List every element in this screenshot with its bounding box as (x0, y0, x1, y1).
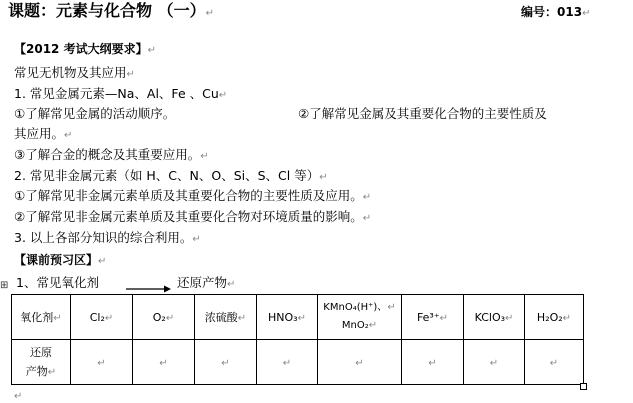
paragraph-mark-icon: ↵ (14, 391, 23, 402)
oxidant-label: 1、常见氧化剂 (16, 275, 99, 290)
paragraph-mark-icon: ↵ (192, 234, 201, 245)
paragraph-mark-icon: ↵ (147, 45, 156, 56)
table-cell[interactable]: Fe³⁺↵ (402, 295, 464, 340)
paragraph-mark-icon: ↵ (205, 8, 214, 19)
table-cell[interactable]: ↵ (195, 340, 257, 385)
table-row (12, 340, 584, 385)
text-line: ②了解常见金属及其重要化合物的主要性质及 (298, 106, 547, 121)
table-cell[interactable]: ↵ (402, 340, 464, 385)
paragraph-mark-icon: ↵ (227, 279, 236, 290)
paragraph-mark-icon: ↵ (64, 130, 73, 141)
table-cell[interactable]: ↵ (133, 340, 195, 385)
paragraph-mark-icon: ↵ (200, 151, 209, 162)
table-cell[interactable]: 浓硫酸↵ (195, 295, 257, 340)
table-cell[interactable]: 氧化剂↵ (12, 295, 71, 340)
text-line: 3. 以上各部分知识的综合利用。↵ (14, 230, 201, 245)
text-line: ②了解常见非金属元素单质及其重要化合物对环境质量的影响。↵ (14, 209, 372, 224)
paragraph-mark-icon: ↵ (582, 8, 591, 19)
document-number: 编号：013↵ (521, 5, 591, 19)
text-line: 其应用。↵ (14, 126, 73, 141)
paragraph-mark-icon: ↵ (98, 256, 107, 267)
paragraph-mark-icon: ↵ (126, 69, 135, 80)
page-title: 课题：元素与化合物 （一）↵ (8, 1, 214, 20)
paragraph-mark-icon: ↵ (362, 192, 372, 203)
text-line: ①了解常见金属的活动顺序。 (14, 106, 176, 121)
table-cell[interactable]: ↵ (71, 340, 133, 385)
oxidant-table (11, 294, 584, 385)
reduction-product-label: 还原产物↵ (177, 275, 236, 290)
preview-heading: 【课前预习区】↵ (14, 253, 107, 267)
table-cell[interactable]: ↵ (318, 340, 402, 385)
paragraph-mark-icon: ↵ (319, 172, 328, 183)
table-cell[interactable]: HNO₃↵ (257, 295, 318, 340)
text-line: ③了解合金的概念及其重要应用。↵ (14, 147, 209, 162)
table-cell[interactable]: ↵ (464, 340, 525, 385)
table-cell[interactable]: KMnO₄(H⁺)、↵ MnO₂↵ (318, 295, 402, 340)
table-cell[interactable]: KClO₃↵ (464, 295, 525, 340)
paragraph-mark-icon: ↵ (218, 90, 228, 101)
text-line: 1. 常见金属元素—Na、Al、Fe 、Cu↵ (14, 86, 228, 101)
table-move-handle-icon[interactable]: ⊞ (0, 280, 9, 291)
table-resize-handle[interactable] (580, 383, 587, 390)
table-cell[interactable]: H₂O₂↵ (525, 295, 584, 340)
table-cell[interactable]: ↵ (257, 340, 318, 385)
table-cell[interactable]: O₂↵ (133, 295, 195, 340)
paragraph-mark-icon: ↵ (362, 213, 372, 224)
table-cell[interactable]: ↵ (525, 340, 584, 385)
table-row (12, 295, 584, 340)
text-line: ①了解常见非金属元素单质及其重要化合物的主要性质及应用。↵ (14, 188, 372, 203)
text-line: 2. 常见非金属元素（如 H、C、N、O、Si、S、Cl 等）↵ (14, 168, 328, 183)
text-line: 常见无机物及其应用↵ (14, 65, 135, 80)
table-cell[interactable]: Cl₂↵ (71, 295, 133, 340)
outline-heading: 【2012 考试大纲要求】↵ (14, 42, 156, 56)
table-cell[interactable]: 还原 产物↵ (12, 340, 71, 385)
right-arrow-icon (126, 284, 171, 294)
